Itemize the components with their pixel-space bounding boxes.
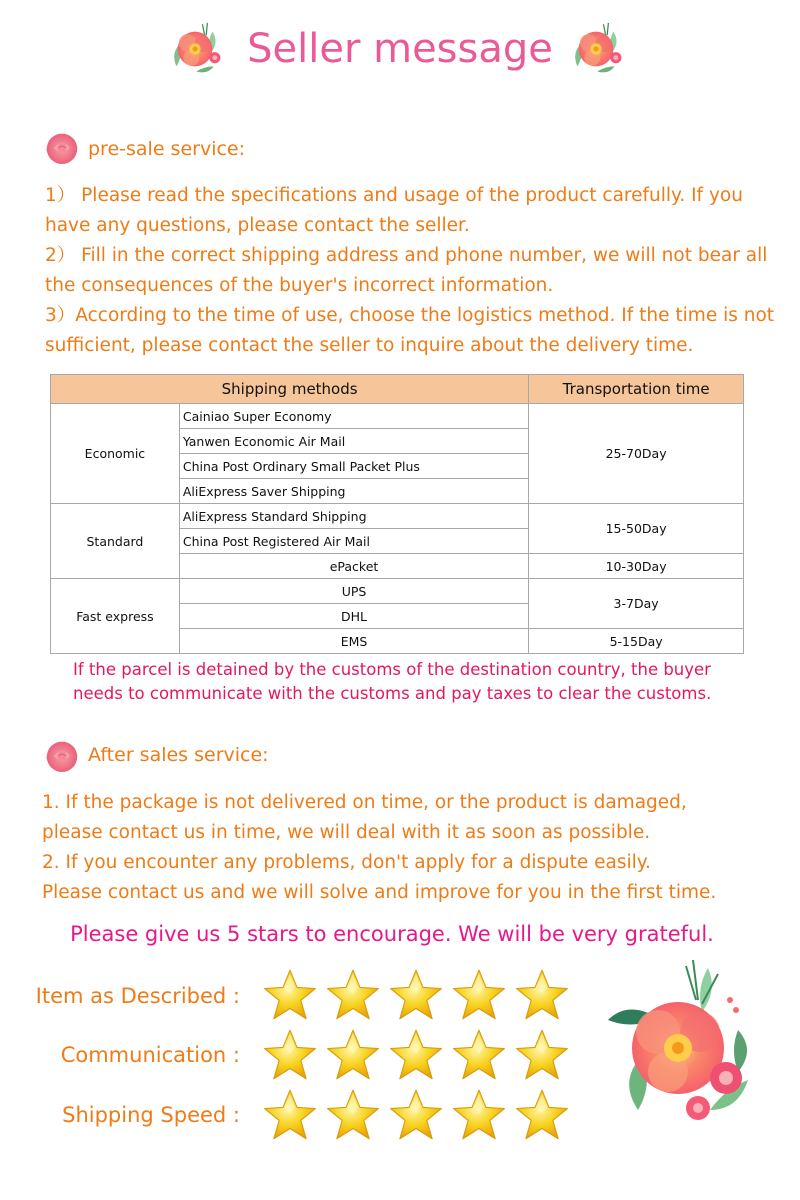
table-row [51,504,744,529]
customs-note [73,658,773,706]
customs-note-line: If the parcel is detained by the customs of the destination country, the buyer [73,660,711,679]
column-header-shipping-methods: Shipping methods [51,375,529,404]
flower-decoration-icon [565,18,627,80]
presale-heading: pre-sale service: [88,138,246,160]
method-cell: ePacket [179,554,528,579]
rose-icon [40,736,84,776]
group-standard: Standard [51,504,180,579]
star-icon [452,1088,506,1142]
method-cell: AliExpress Standard Shipping [179,504,528,529]
time-cell: 25-70Day [529,404,744,504]
presale-line: 3）According to the time of use, choose the logistics method. If the time is not [45,305,775,326]
method-cell: EMS [179,629,528,654]
aftersales-heading: After sales service: [88,744,269,766]
group-fast-express: Fast express [51,579,180,654]
table-row [51,579,744,604]
presale-line: 2） Fill in the correct shipping address and phone number, we will not bear all [45,245,768,266]
time-cell: 10-30Day [529,554,744,579]
star-icon [452,1028,506,1082]
rose-icon [40,128,84,168]
star-icon [326,1028,380,1082]
aftersales-line: 2. If you encounter any problems, don't apply for a dispute easily. [42,852,651,873]
star-icon [263,968,317,1022]
group-economic: Economic [51,404,180,504]
presale-line: 1） Please read the specifications and usage of the product carefully. If you [45,185,743,206]
encourage-message: Please give us 5 stars to encourage. We will be very grateful. [70,922,714,946]
page-title: Seller message [247,26,553,72]
star-icon [389,1028,443,1082]
star-icon [263,1028,317,1082]
time-cell: 15-50Day [529,504,744,554]
aftersales-line: 1. If the package is not delivered on time, or the product is damaged, [42,792,687,813]
aftersales-text [42,788,782,908]
method-cell: China Post Registered Air Mail [179,529,528,554]
method-cell: Cainiao Super Economy [179,404,528,429]
star-icon [452,968,506,1022]
time-cell: 3-7Day [529,579,744,629]
rating-label-item-as-described: Item as Described : [35,984,240,1008]
star-icon [515,1028,569,1082]
table-row [51,404,744,429]
shipping-table [50,374,744,654]
flower-bouquet-icon [598,960,758,1130]
column-header-transportation-time: Transportation time [529,375,744,404]
customs-note-line: needs to communicate with the customs and pay taxes to clear the customs. [73,684,712,703]
presale-text [45,181,785,361]
star-icon [515,968,569,1022]
star-icon [389,968,443,1022]
star-icon [326,1088,380,1142]
aftersales-line: Please contact us and we will solve and improve for you in the first time. [42,882,717,903]
aftersales-line: please contact us in time, we will deal with it as soon as possible. [42,822,651,843]
method-cell: Yanwen Economic Air Mail [179,429,528,454]
presale-line: have any questions, please contact the seller. [45,215,470,236]
method-cell: AliExpress Saver Shipping [179,479,528,504]
method-cell: UPS [179,579,528,604]
method-cell: DHL [179,604,528,629]
method-cell: China Post Ordinary Small Packet Plus [179,454,528,479]
star-icon [389,1088,443,1142]
table-header-row [51,375,744,404]
star-icon [263,1088,317,1142]
time-cell: 5-15Day [529,629,744,654]
presale-line: the consequences of the buyer's incorrect information. [45,275,554,296]
rating-label-shipping-speed: Shipping Speed : [62,1103,240,1127]
star-icon [326,968,380,1022]
star-icon [515,1088,569,1142]
rating-label-communication: Communication : [60,1043,240,1067]
presale-line: sufficient, please contact the seller to inquire about the delivery time. [45,335,694,356]
